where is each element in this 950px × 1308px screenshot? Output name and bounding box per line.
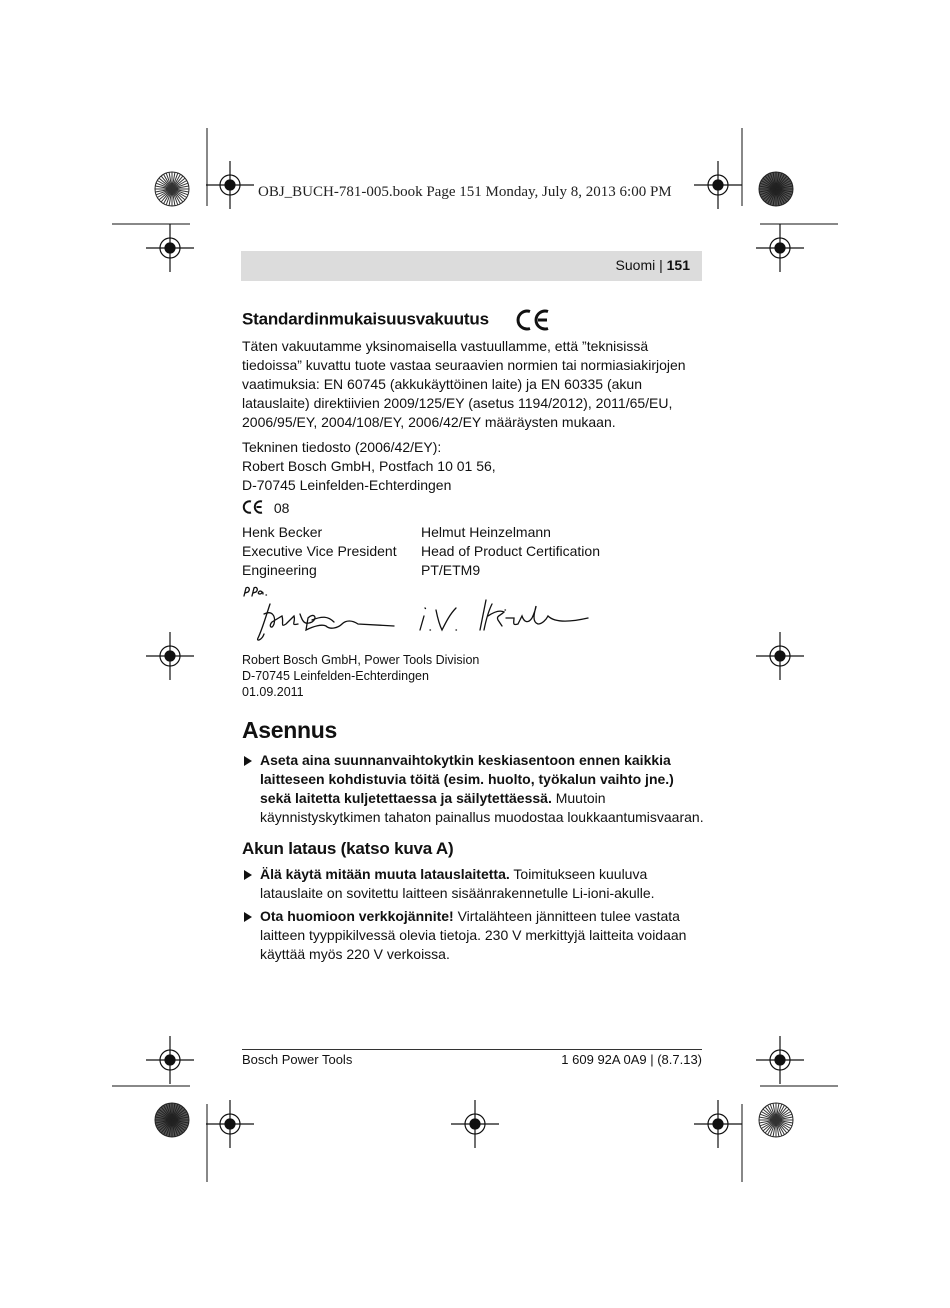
tech-file-line-3: D-70745 Leinfelden-Echterdingen xyxy=(242,477,452,493)
bullet-triangle-icon xyxy=(244,870,252,880)
signatory-2-title: Head of Product Certification xyxy=(421,543,600,559)
registration-mark-icon xyxy=(694,1100,742,1148)
tech-file-line-1: Tekninen tiedosto (2006/42/EY): xyxy=(242,439,442,455)
signatory-2-dept: PT/ETM9 xyxy=(421,562,481,578)
assembly-bullet-1 xyxy=(242,751,704,827)
assembly-bullet-1-bold: Aseta aina suunnanvaihtokytkin keskiasentoon ennen kaikkia laitteseen kohdistuvia töitä (esim. huolto, työkalun vaihto jne.) sekä laitetta kuljetettaessa ja säilytettäessä. xyxy=(260,752,674,806)
registration-mark-icon xyxy=(146,632,194,680)
bullet-triangle-icon xyxy=(244,912,252,922)
charging-bullet-1-bold: Älä käytä mitään muuta latauslaitetta. xyxy=(260,866,510,882)
ce-year: 08 xyxy=(273,500,290,516)
ce-mark-small-icon xyxy=(242,499,264,515)
company-line-1: Robert Bosch GmbH, Power Tools Division xyxy=(242,653,480,667)
signatory-1 xyxy=(242,523,421,580)
star-target-icon xyxy=(155,172,189,206)
bullet-triangle-icon xyxy=(244,756,252,766)
signatory-1-title: Executive Vice President xyxy=(242,543,397,559)
header-separator: | xyxy=(659,257,663,273)
registration-mark-icon xyxy=(756,1036,804,1084)
charging-bullet-1-text: Toimitukseen kuuluva latauslaite on sovitettu laitteen sisäänrakennetulle Li-ioni-akulle. xyxy=(260,866,655,901)
company-block xyxy=(242,652,704,700)
company-line-2: D-70745 Leinfelden-Echterdingen xyxy=(242,669,429,683)
charging-bullet-2 xyxy=(242,907,704,964)
charging-bullet-2-text: Virtalähteen jännitteen tulee vastata laitteen tyyppikilvessä olevia tietoja. 230 V merkittyjä laitteita voidaan käyttää myös 220 V verkoissa. xyxy=(260,908,687,962)
declaration-section xyxy=(242,308,704,700)
registration-mark-icon xyxy=(694,161,742,209)
registration-mark-icon xyxy=(206,161,254,209)
declaration-date: 01.09.2011 xyxy=(242,685,304,699)
assembly-section xyxy=(242,716,704,827)
page-number: 151 xyxy=(666,257,690,273)
handwritten-signatures xyxy=(242,586,602,650)
declaration-paragraph: Täten vakuutamme yksinomaisella vastuullamme, että ”teknisissä tiedoissa” kuvattu tuote vastaa seuraavien normien tai normiasiakirjojen vaatimuksia: EN 60745 (akkukäyttöinen laite) ja EN 60335 (akun latauslaite) direktiivien 2009/125/EY (asetus 1194/2012), 2011/65/EU, 2006/95/EY, 2004/108/EY, 2006/42/EY määräysten mukaan. xyxy=(242,338,686,430)
language-label: Suomi xyxy=(615,257,656,273)
registration-mark-icon xyxy=(146,224,194,272)
charging-bullet-1 xyxy=(242,865,704,903)
signatories xyxy=(242,523,704,580)
registration-mark-icon xyxy=(451,1100,499,1148)
registration-mark-icon xyxy=(756,224,804,272)
declaration-title-text: Standardinmukaisuusvakuutus xyxy=(242,309,489,329)
ce-mark-icon xyxy=(515,308,551,332)
registration-mark-icon xyxy=(206,1100,254,1148)
assembly-bullet-1-text: Muutoin käynnistyskytkimen tahaton painallus muodostaa loukkaantumisvaaran. xyxy=(260,790,704,825)
star-target-icon xyxy=(155,1103,189,1137)
assembly-title: Asennus xyxy=(242,717,338,743)
tech-file-line-2: Robert Bosch GmbH, Postfach 10 01 56, xyxy=(242,458,496,474)
registration-mark-icon xyxy=(146,1036,194,1084)
footer-rule xyxy=(242,1049,702,1050)
signatory-1-name: Henk Becker xyxy=(242,524,323,540)
signatory-1-dept: Engineering xyxy=(242,562,317,578)
registration-mark-icon xyxy=(756,632,804,680)
book-file-line: OBJ_BUCH-781-005.book Page 151 Monday, July 8, 2013 6:00 PM xyxy=(258,184,672,200)
ce-year-row xyxy=(242,499,704,519)
signatory-2-name: Helmut Heinzelmann xyxy=(421,524,551,540)
page-header xyxy=(241,251,702,281)
charging-section xyxy=(242,838,704,964)
star-target-icon xyxy=(759,1103,793,1137)
charging-title: Akun lataus (katso kuva A) xyxy=(242,839,454,858)
signatory-2 xyxy=(421,523,701,580)
declaration-title xyxy=(242,308,704,332)
charging-bullet-2-bold: Ota huomioon verkkojännite! xyxy=(260,908,454,924)
star-target-icon xyxy=(759,172,793,206)
footer-brand: Bosch Power Tools xyxy=(242,1052,353,1067)
footer-doc-number: 1 609 92A 0A9 | (8.7.13) xyxy=(561,1052,702,1067)
